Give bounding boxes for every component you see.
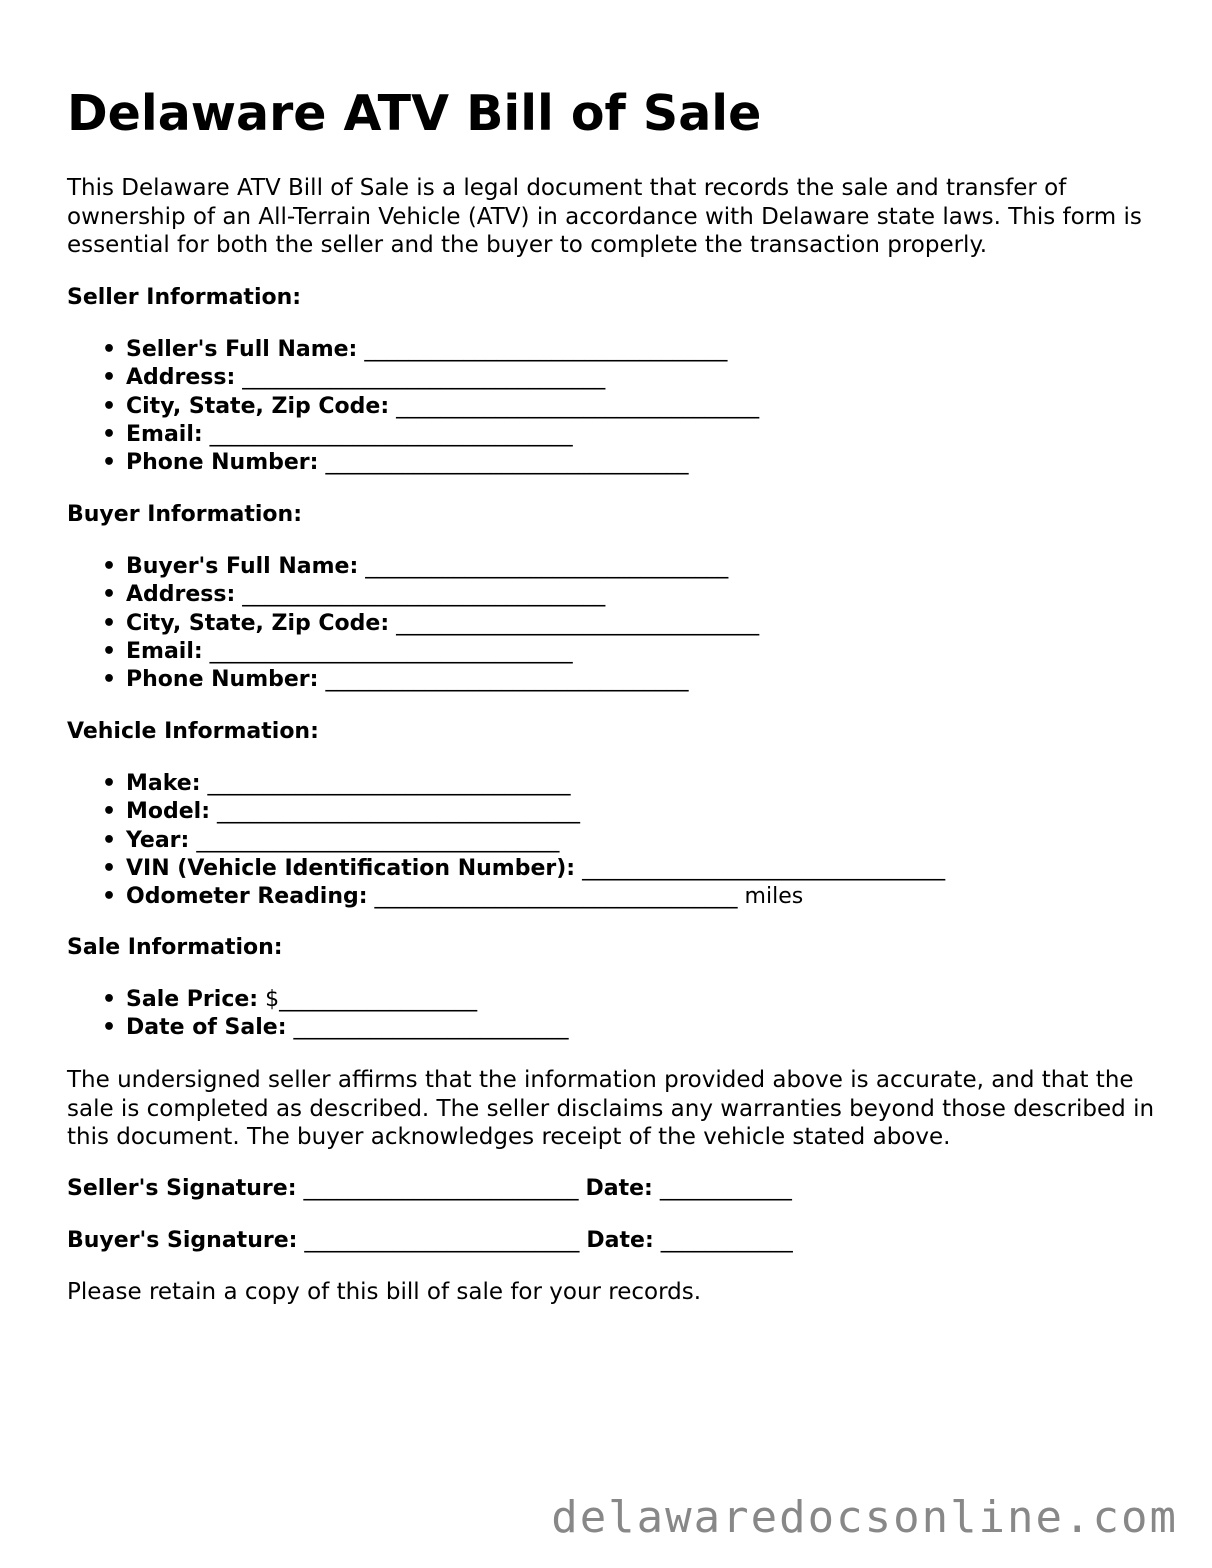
seller-phone-field[interactable]: • Phone Number: _________________________________ <box>102 450 689 476</box>
buyer-signature-line[interactable]: Buyer's Signature: _________________________ Date: ____________ <box>67 1228 793 1253</box>
vehicle-model-field[interactable]: • Model: _________________________________ <box>102 799 581 825</box>
retain-copy-note: Please retain a copy of this bill of sale for your records. <box>67 1279 702 1305</box>
page-title: Delaware ATV Bill of Sale <box>67 85 762 142</box>
vehicle-vin-field[interactable]: • VIN (Vehicle Identification Number): _________________________________ <box>102 855 946 881</box>
watermark-text: delawaredocsonline.com <box>551 1492 1178 1543</box>
sale-section-heading: Sale Information: <box>67 935 283 960</box>
seller-signature-line[interactable]: Seller's Signature: _________________________ Date: ____________ <box>67 1176 792 1201</box>
buyer-email-field[interactable]: • Email: _________________________________ <box>102 638 573 664</box>
buyer-section-heading: Buyer Information: <box>67 502 302 527</box>
seller-email-field[interactable]: • Email: _________________________________ <box>102 421 573 447</box>
vehicle-odometer-field[interactable]: • Odometer Reading: _________________________________ miles <box>102 884 804 910</box>
sale-fields-list <box>67 986 569 1043</box>
vehicle-fields-list <box>67 770 945 911</box>
intro-paragraph: This Delaware ATV Bill of Sale is a legal document that records the sale and transfer of ownership of an All-Terrain Vehicle (ATV) in accordance with Delaware state laws. This form is essential for both the seller and the buyer to complete the transaction properly. <box>67 175 1142 258</box>
vehicle-make-field[interactable]: • Make: _________________________________ <box>102 771 571 796</box>
buyer-city-state-zip-field[interactable]: • City, State, Zip Code: _________________________________ <box>102 610 760 636</box>
affirmation-paragraph: The undersigned seller affirms that the information provided above is accurate, and that the sale is completed as described. The seller disclaims any warranties beyond those described in this document. The buyer acknowledges receipt of the vehicle stated above. <box>67 1067 1155 1150</box>
vehicle-section-heading: Vehicle Information: <box>67 719 319 744</box>
seller-name-field[interactable]: • Seller's Full Name: _________________________________ <box>102 337 728 362</box>
sale-date-field[interactable]: • Date of Sale: _________________________ <box>102 1015 569 1041</box>
buyer-phone-field[interactable]: • Phone Number: _________________________________ <box>102 667 689 693</box>
sale-price-field[interactable]: • Sale Price: $__________________ <box>102 987 478 1012</box>
seller-fields-list <box>67 336 759 477</box>
seller-section-heading: Seller Information: <box>67 285 302 310</box>
buyer-address-field[interactable]: • Address: _________________________________ <box>102 582 606 608</box>
buyer-fields-list <box>67 553 759 694</box>
seller-city-state-zip-field[interactable]: • City, State, Zip Code: _________________________________ <box>102 393 760 419</box>
vehicle-year-field[interactable]: • Year: _________________________________ <box>102 827 560 853</box>
seller-address-field[interactable]: • Address: _________________________________ <box>102 365 606 391</box>
buyer-name-field[interactable]: • Buyer's Full Name: _________________________________ <box>102 554 729 579</box>
